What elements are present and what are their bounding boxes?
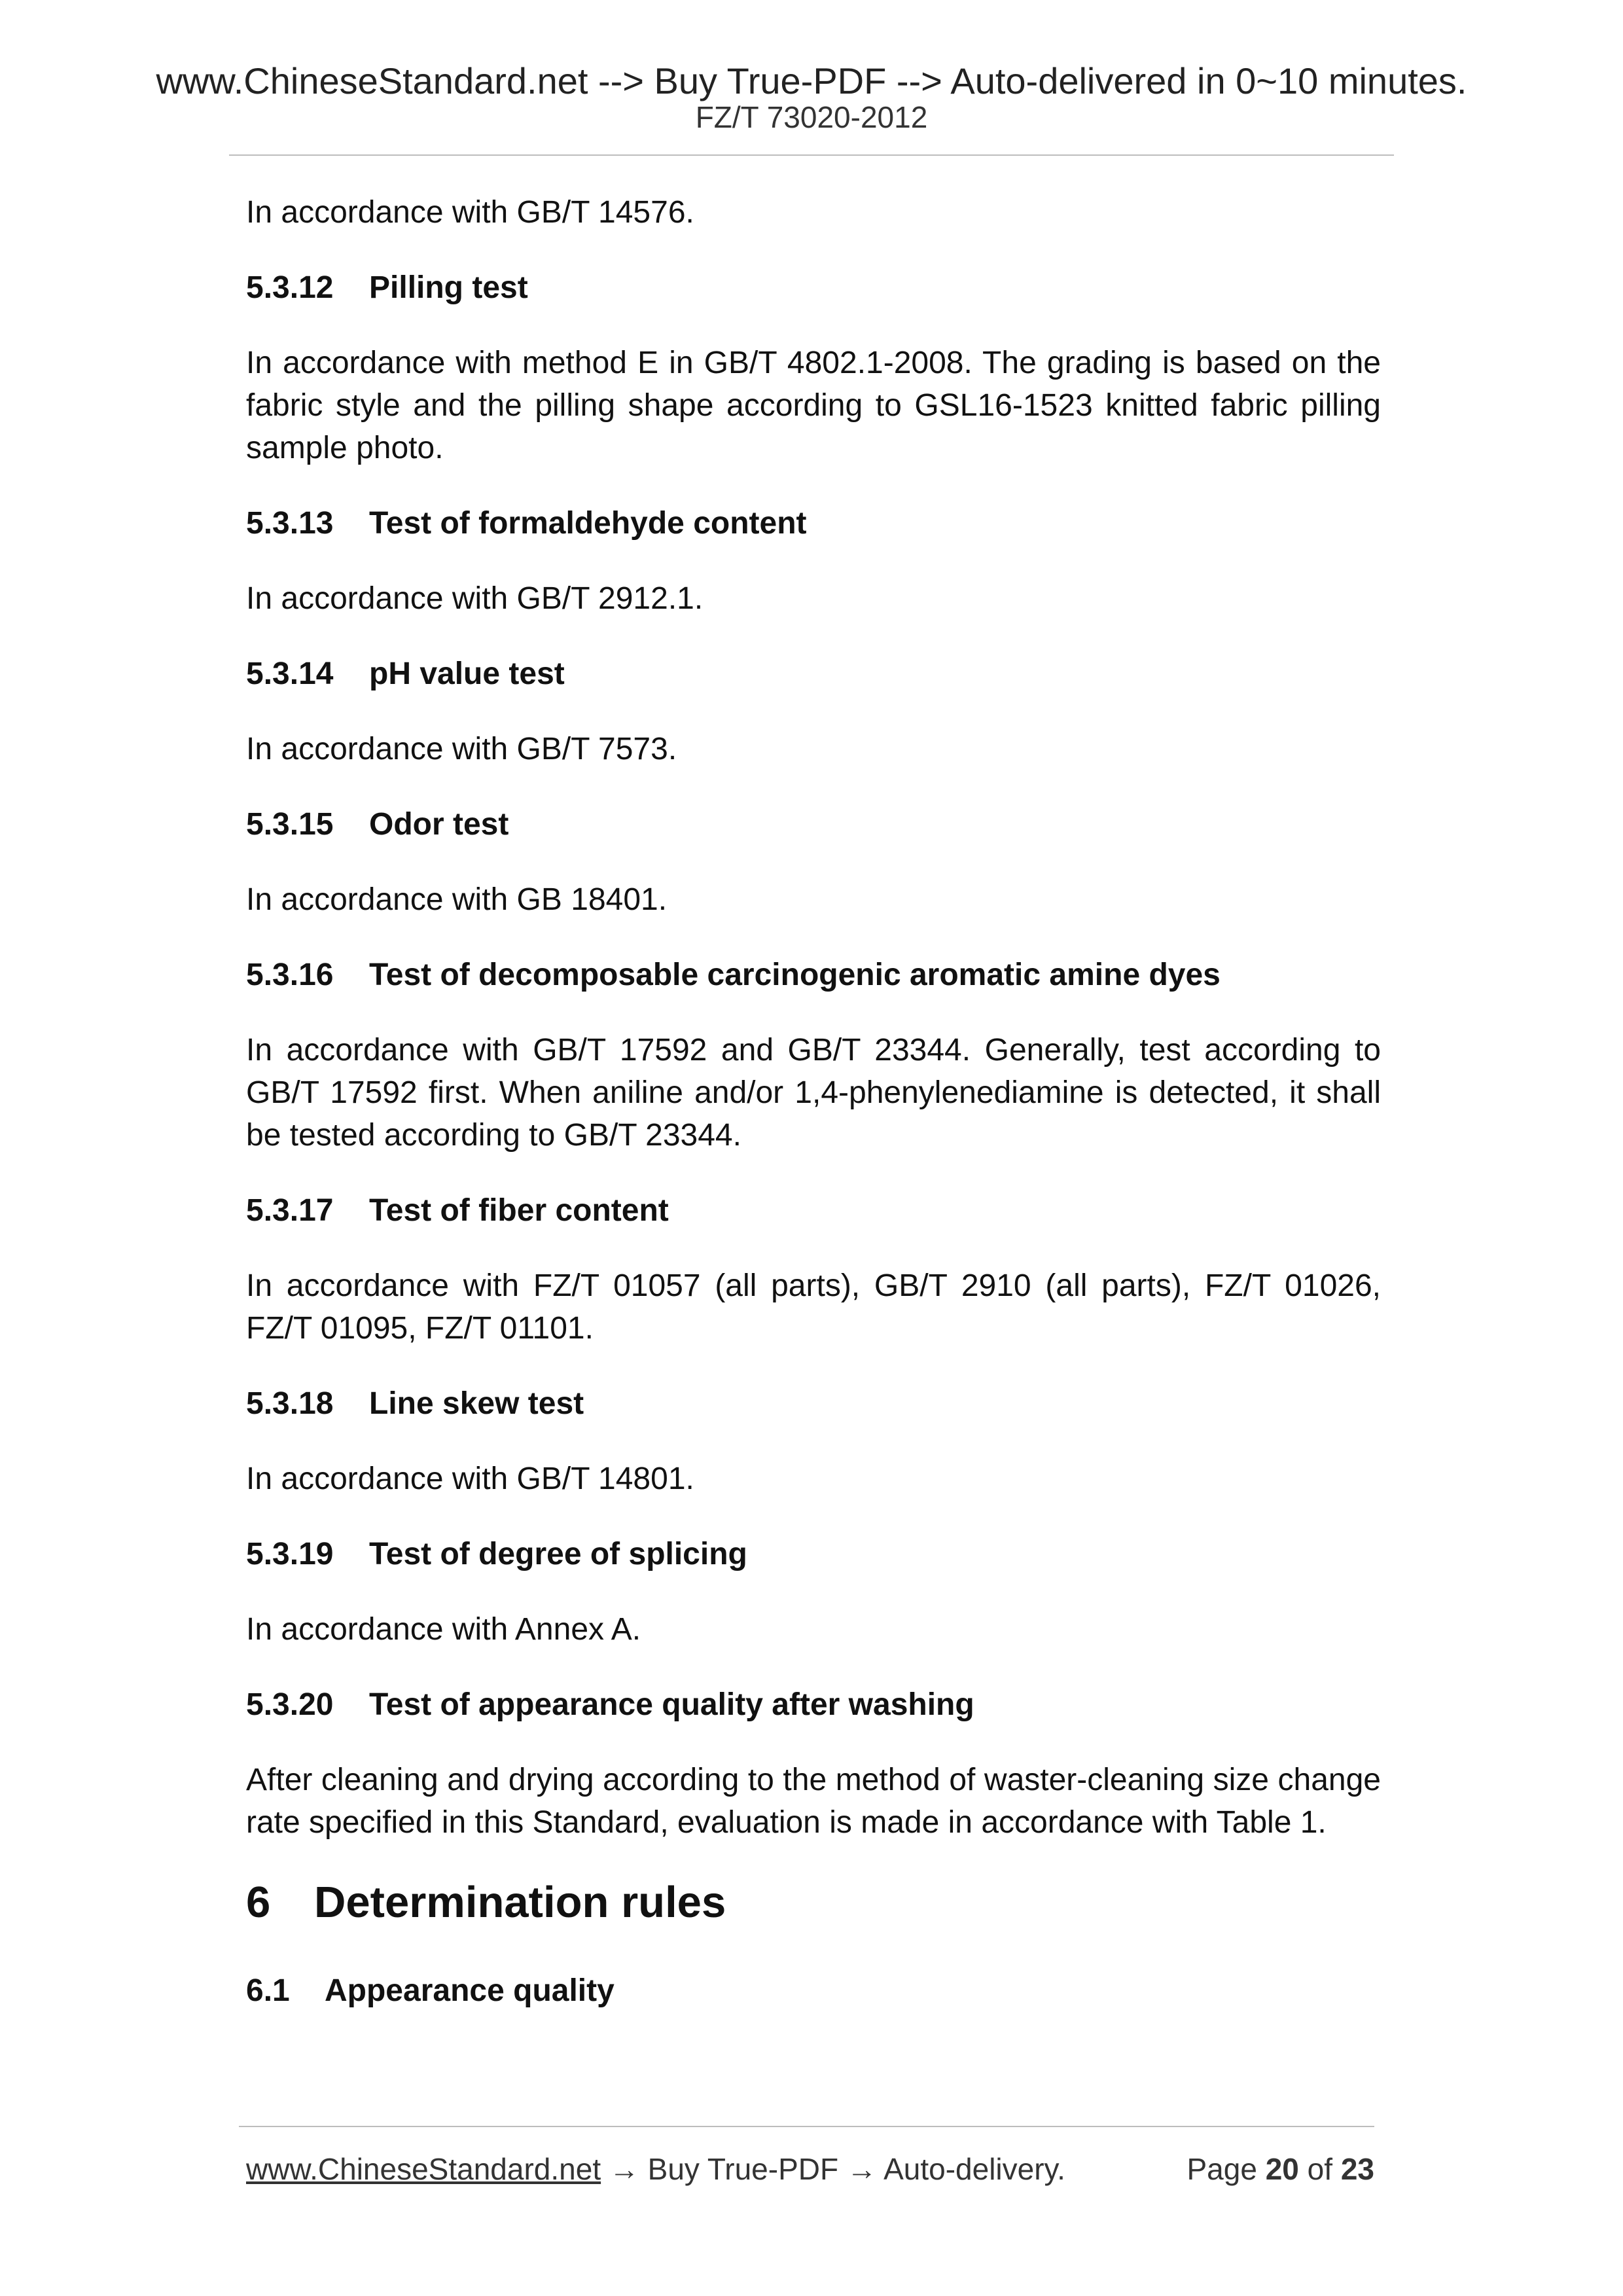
section-title: pH value test [369,656,565,691]
header-divider [229,154,1394,156]
section-number: 5.3.14 [246,656,334,691]
document-code: FZ/T 73020-2012 [695,100,928,134]
section-heading-5-3-16 [246,954,1381,996]
chapter-heading-6 [246,1876,1381,1929]
section-paragraph-5-3-17: In accordance with FZ/T 01057 (all parts), GB/T 2910 (all parts), FZ/T 01026, FZ/T 01095, FZ/T 01101. [246,1268,1381,1346]
section-title: Test of degree of splicing [369,1537,747,1571]
section-number: 5.3.19 [246,1537,334,1571]
section-paragraph-5-3-15: In accordance with GB 18401. [246,882,668,917]
section-title: Pilling test [369,270,528,305]
chapter-number: 6 [246,1878,271,1927]
section-heading-5-3-13 [246,502,1381,545]
section-paragraph-5-3-14: In accordance with GB/T 7573. [246,732,677,766]
section-heading-6-1 [246,1969,1381,2012]
page-footer [246,2149,1374,2189]
footer-divider [239,2126,1374,2127]
page-indicator [1187,2149,1375,2189]
section-paragraph-5-3-16: In accordance with GB/T 17592 and GB/T 23344. Generally, test according to GB/T 17592 first. When aniline and/or 1,4-phenylenediamine is detected, it shall be tested according to GB/T 23344. [246,1033,1381,1153]
section-paragraph-5-3-19: In accordance with Annex A. [246,1612,641,1647]
section-title: Test of decomposable carcinogenic aromatic amine dyes [369,958,1221,992]
section-title: Line skew test [369,1386,584,1421]
section-title: Appearance quality [325,1973,615,2008]
section-title: Test of formaldehyde content [369,506,807,541]
page-of-label: of [1307,2152,1333,2186]
section-heading-5-3-15 [246,803,1381,846]
current-page-number: 20 [1265,2152,1299,2186]
section-title: Test of fiber content [369,1193,669,1228]
section-number: 5.3.20 [246,1687,334,1722]
section-title: Test of appearance quality after washing [369,1687,974,1722]
page-content [246,191,1381,2045]
section-number: 5.3.12 [246,270,334,305]
section-heading-5-3-18 [246,1382,1381,1425]
section-paragraph-5-3-18: In accordance with GB/T 14801. [246,1462,694,1496]
section-paragraph-5-3-20: After cleaning and drying according to the method of waster-cleaning size change rate specified in this Standard, evaluation is made in accordance with Table 1. [246,1763,1381,1840]
section-number: 5.3.16 [246,958,334,992]
intro-paragraph: In accordance with GB/T 14576. [246,195,694,230]
chapter-title: Determination rules [314,1878,726,1927]
section-heading-5-3-17 [246,1189,1381,1232]
section-number: 5.3.17 [246,1193,334,1228]
footer-left [246,2149,1065,2189]
section-paragraph-5-3-12: In accordance with method E in GB/T 4802.1-2008. The grading is based on the fabric style and the pilling shape according to GSL16-1523 knitted fabric pilling sample photo. [246,346,1381,465]
section-heading-5-3-20 [246,1683,1381,1726]
section-number: 6.1 [246,1973,290,2008]
section-number: 5.3.18 [246,1386,334,1421]
section-heading-5-3-12 [246,266,1381,309]
page-label: Page [1186,2152,1257,2186]
footer-site-link[interactable]: www.ChineseStandard.net [246,2152,601,2186]
total-pages-number: 23 [1340,2152,1374,2186]
section-paragraph-5-3-13: In accordance with GB/T 2912.1. [246,581,704,616]
section-number: 5.3.13 [246,506,334,541]
header-banner[interactable]: www.ChineseStandard.net --> Buy True-PDF --> Auto-delivered in 0~10 minutes. [156,60,1467,101]
section-heading-5-3-14 [246,653,1381,695]
section-number: 5.3.15 [246,807,334,842]
section-title: Odor test [369,807,509,842]
section-heading-5-3-19 [246,1533,1381,1575]
footer-tagline: → Buy True-PDF → Auto-delivery. [601,2152,1065,2186]
